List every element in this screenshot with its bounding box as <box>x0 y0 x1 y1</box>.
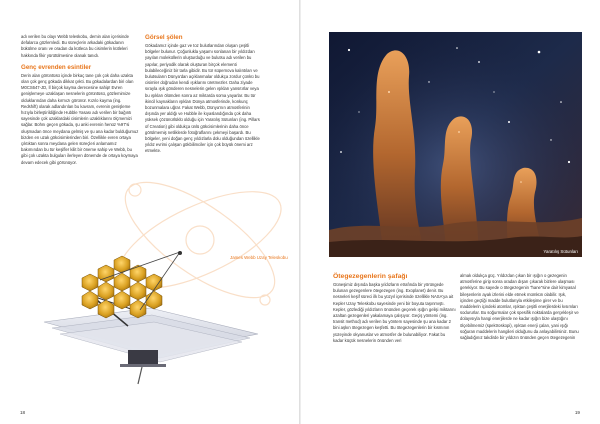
section-heading-visual-feast: Görsel şölen <box>145 34 183 41</box>
pillars-of-creation-photo <box>329 32 582 257</box>
column-d <box>460 273 580 341</box>
james-webb-telescope-illustration <box>30 250 262 388</box>
column-c <box>333 273 456 344</box>
nebula-image-icon <box>329 32 582 257</box>
column-a <box>21 34 139 166</box>
section-heading-exoplanets: Ötegezegenlerin şafağı <box>333 273 408 280</box>
young-universe-paragraph: Derin alan görüntüsü içinde birkaç tane çok çok daha uzakta olan çok genç gökada dikkat çekti. Bu gökadalardan biri olan M0CS647-JD, İl birçok kayma derecesine sahip! Evren genişlemeye uzaklaşan nesnelerin görüntüsü, gözlemimize olduklarından daha kırmızı görünür. Kızılo kayma (ing. Redshift) olarak adlandırılan bu kavram, evrenin genişleme hızıyla birleştirildiğinde Hubble Yasası adı verilen bir bağıntı sayesinde çok uzaklardaki cisimlerin uzaklıklarını ölçmemizi sağlar. Bohnı geçen gökada, şu anki evrenin henüz %97'si oluşmadan önce meydana gelmiş ve şu ana kadar bulduğumuz bizden en uzak gökcisimlerinden biri. Özellikle evren ortaya çıktıktan sonra meydana gelen süreçleri anlamamız bakımından bu tür keşifler kilit bir öneme sahip ve Webb, bu gibi çok uzakta bulguları ilerleyen dönemde de ortaya koymaya devam edecek gibi görünüyor. <box>21 72 139 165</box>
page-number-right: 19 <box>574 410 580 415</box>
section-heading-young-universe: Genç evrenden esintiler <box>21 63 92 71</box>
exoplanets-paragraph: Güneşimiz dışında başka yıldızların etrafında bir yörüngede bulunan gezegenlere ötegezegen (ing. Exoplanet) denir. Bu nesneleri keşif süreci ilk bu yüzyıl içerisinde özellikle NASA'ya ait Kepler Uzay Teleskobu sayesinde yeni bir boyuta taşınmıştı. Kepler, gözlediği yıldızların önünden geçerek ışığın gelişi miktarını azaltan gezegenleri yakalamaya çalışıyor. Geçiş yöntemi (ing. transit method) adı verilen bu yöntem sayesinde şu ana kadar 2 bini aşkın ötegezegen keşfetti. Bu ötegezegenlerin bir kısmının yüzeyinde okyanuslar ve atmosfer de bulunabiliyor. Fakat bu kadar küçük nesnelerin önünden veri <box>333 282 456 343</box>
column-b <box>145 34 263 155</box>
telescope-caption: James Webb Uzay Teleskobu <box>230 255 288 260</box>
visual-feast-paragraph: Gökadamız içinde gaz ve toz bulutlarından oluşan çeşitli bölgeler bulunur. Çoğunlukla yaşamı sonlanan bir yıldızdan yayılan moleküllerin oluşturduğu ve bulutsu adı verilen bu yapılar, periyodik olarak oluşturan birçok elementi bulabileceğiniz bir tarla gibidir. Bu tür süpernova kalıntıları ve bulutsuların Dünya'dan açıklanmalar oldukça zordur çünkü bu cisimler doğrudan kendi ışıklarını üretmezler. Daha ziyade sırayla ışık gönderen nesnelerin gelen ışıkları yansıtırlar veya bu ışıkları ölümden sonra az miktarda soma yayarlar. Bu tür ikincil kaynakların ışıkları Dünya atmosferinde, konkunç bozunmalara uğrar. Fakat Webb, Dünya'nın atmosferinin dışında yer aldığı ve Hubble ile kıyaslandığında çok daha yüksek çözünürlüklü olduğu için Yaratılış Sütunları (ing. Pillars of Creation) gibi oldukça ünlü gökcisimlerinin daha önce görülmemiş netliklerde fotoğraflarını çekmeyi başardı. Bu bölgeler, yeni doğan genç yıldızlarla dolu olduğundan özellikle yıldız evrimi çalışan gökbilimciler için çok büyük önemi arz etmekte. <box>145 43 260 154</box>
intro-paragraph: adı verilen bu olayı Webb teleskobu, demin alan içerisinde defalarca gözlemledi. Bu süreçlerin arkadaki gökadanın bükülme oranı ve oradan da kütleca bu cisimlerin kütleleri hakkında fikir yürütülmesine olanak tanıdı. <box>21 34 129 58</box>
photo-caption: Yaratılış Sütunları <box>543 249 578 254</box>
page-number-left: 18 <box>20 410 26 415</box>
exoplanets-continued-paragraph: almak oldukça güç. Yıldızdan çıkan bir ışığın o gezegenin atmosferine girip sonra oradan dışarı çıkarak bizlere ulaşması gerekiyor. Bu sayede o ötegezegenin "hane"sine dair kimyasal bileşenlerin ayak izlerini elde etmek mümkün olabilir. Işık, içinden geçtiği madde bulutlarıyla etkileşime girer ve bu maddelerin içindeki atomlar, ışıktan çeşitli enerjilerdeki kısımları sodururlar. Bu soğurmalar çok spesifik noktalarda gerçekleşir ve dolayısıyla hangi enerjilerde ne kadar ışığın bize ulaştığını ölçebilmemiz (spektroskopi), ışıktan enerji çalan, yani ışığı soğuran maddelerin hangileri olduğunu da anlayabilirsiniz. Bunu sağladığınız takdirde bir yıldızın önünden geçen ötegezegenin <box>460 273 579 341</box>
